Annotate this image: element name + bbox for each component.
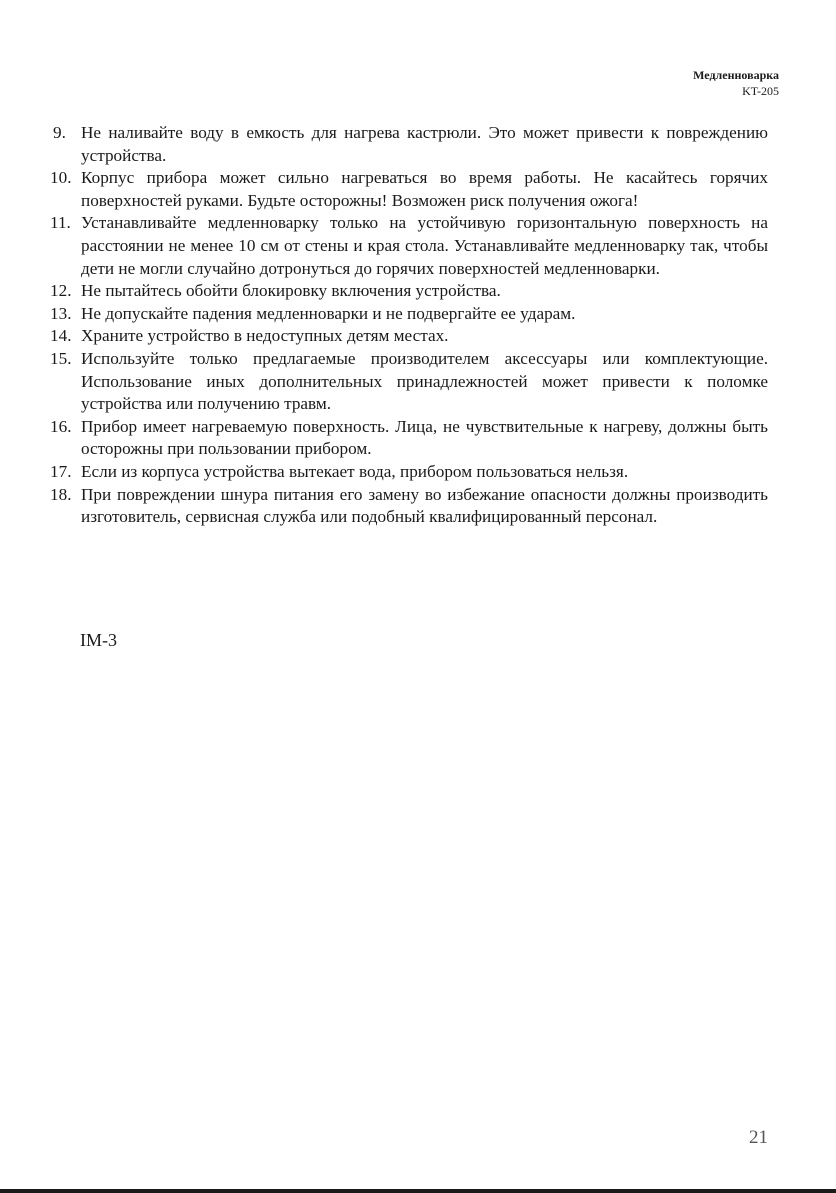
item-text: Если из корпуса устройства вытекает вода, прибором пользоваться нельзя. [81, 461, 629, 481]
bottom-border [0, 1189, 836, 1193]
list-item [50, 122, 768, 167]
item-text: Храните устройство в недоступных детям местах. [81, 326, 449, 346]
manual-code: IM-3 [80, 630, 117, 650]
safety-instructions-list [50, 122, 768, 529]
item-number: 12. [50, 281, 72, 301]
item-text: При повреждении шнура питания его замену во избежание опасности должны производить изготовитель, сервисная служба или подобный квалифицированный персонал. [81, 484, 768, 527]
item-number: 15. [50, 348, 72, 368]
list-item [50, 416, 768, 461]
page-number: 21 [749, 1127, 768, 1148]
item-number: 10. [50, 168, 72, 188]
item-text: Не допускайте падения медленноварки и не подвергайте ее ударам. [81, 303, 576, 323]
item-number: 17. [50, 461, 72, 481]
list-item [50, 303, 768, 326]
header-model-number: KT-205 [742, 84, 779, 98]
list-item [50, 325, 768, 348]
item-number: 9. [53, 123, 66, 142]
item-text: Не наливайте воду в емкость для нагрева кастрюли. Это может привести к повреждению устройства. [81, 123, 768, 165]
item-text: Устанавливайте медленноварку только на устойчивую горизонтальную поверхность на расстоянии не менее 10 см от стены и края стола. Устанавливайте медленноварку так, чтобы дети не могли случайно дотронуться до горячих поверхностей медленноварки. [81, 213, 768, 278]
item-number: 16. [50, 416, 72, 436]
item-number: 18. [50, 484, 72, 504]
item-text: Не пытайтесь обойти блокировку включения устройства. [81, 281, 501, 301]
item-text: Используйте только предлагаемые производителем аксессуары или комплектующие. Использование иных дополнительных принадлежностей может привести к поломке устройства или получению травм. [81, 348, 768, 414]
item-text: Прибор имеет нагреваемую поверхность. Лица, не чувствительные к нагреву, должны быть осторожны при пользовании прибором. [81, 416, 768, 459]
header-product-name: Медленноварка [693, 68, 779, 82]
list-item [50, 348, 768, 416]
list-item [50, 212, 768, 280]
list-item [50, 484, 768, 529]
item-number: 14. [50, 326, 72, 346]
list-item [50, 280, 768, 303]
item-number: 11. [50, 213, 71, 233]
page-header [693, 67, 779, 99]
item-number: 13. [50, 303, 72, 323]
list-item [50, 167, 768, 212]
item-text: Корпус прибора может сильно нагреваться во время работы. Не касайтесь горячих поверхностей руками. Будьте осторожны! Возможен риск получения ожога! [81, 168, 768, 210]
list-item [50, 461, 768, 484]
